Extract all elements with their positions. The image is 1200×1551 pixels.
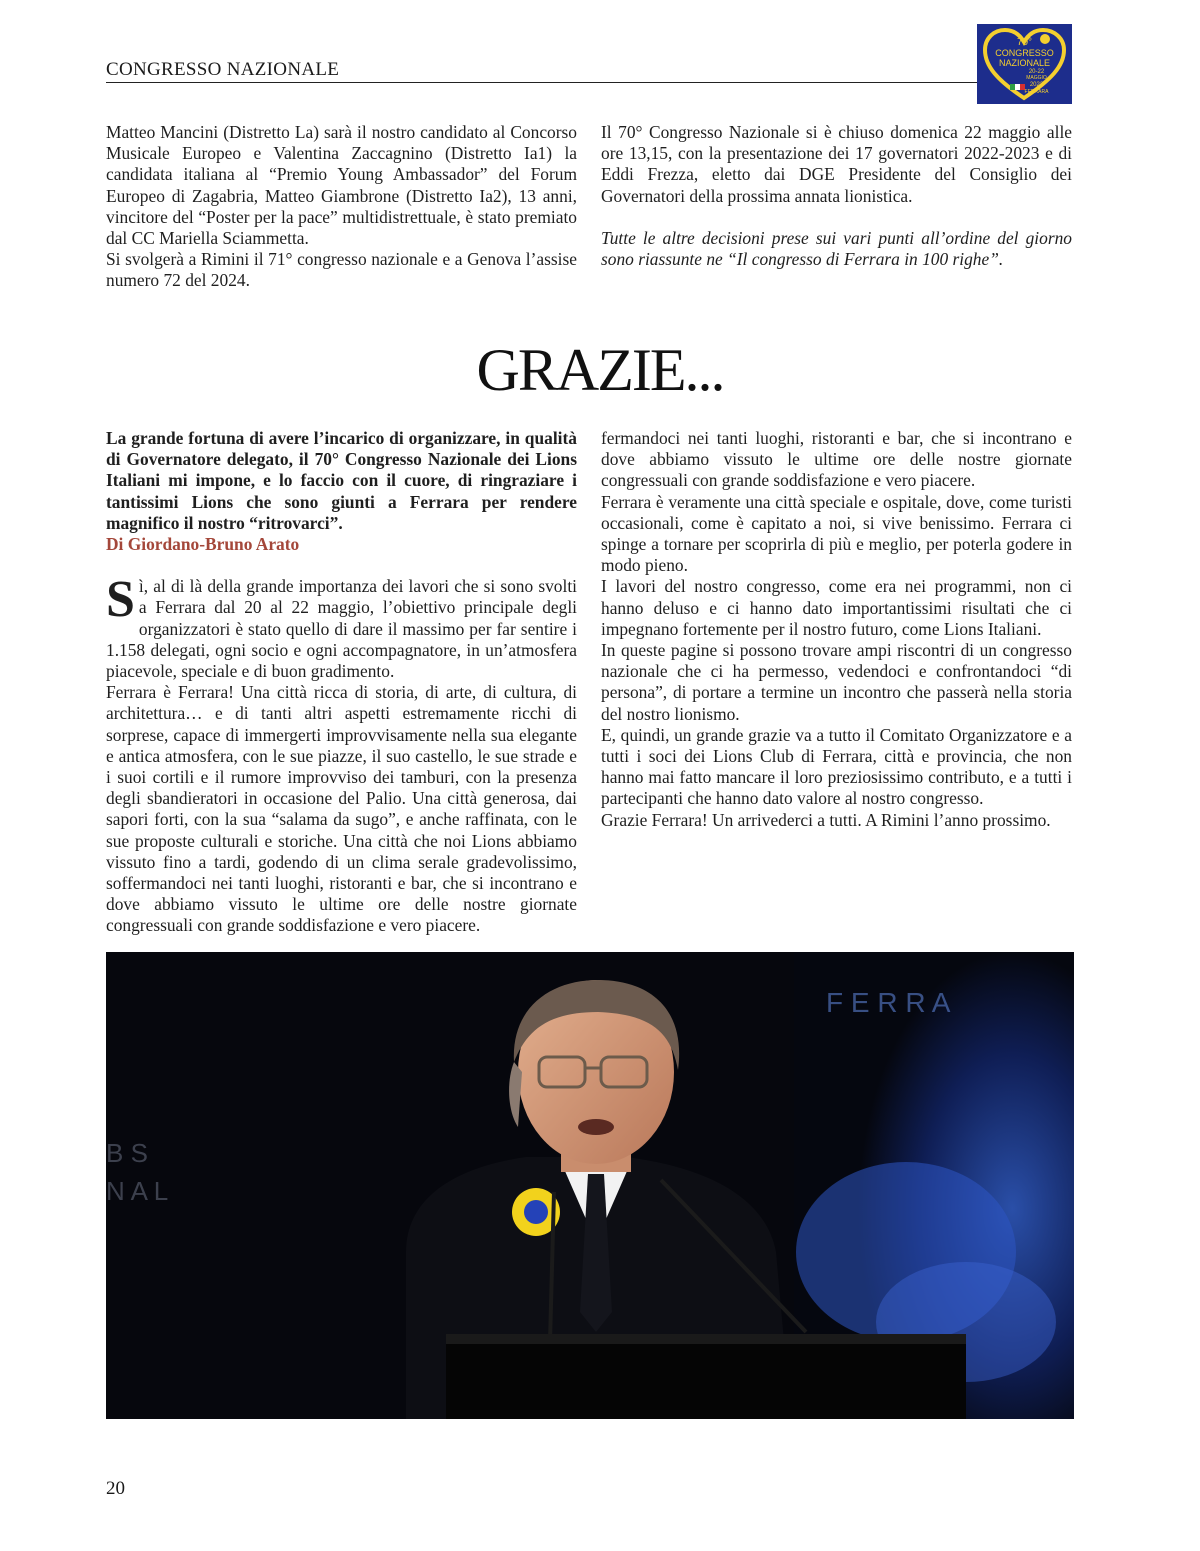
article-right-column — [601, 428, 1072, 831]
congress-logo — [977, 24, 1072, 104]
top-right-column — [601, 122, 1072, 270]
article-byline: Di Giordano-Bruno Arato — [106, 534, 300, 555]
logo-city: FERRARA — [1024, 89, 1049, 95]
stage-letters-left-2: N A L — [106, 1176, 169, 1206]
paragraph: Si svolgerà a Rimini il 71° congresso nazionale e a Genova l’assise numero 72 del 2024. — [106, 249, 577, 291]
header-divider — [106, 82, 978, 83]
paragraph: Sì, al di là della grande importanza dei lavori che si sono svolti a Ferrara dal 20 al 22 maggio, l’obiettivo principale degli organizzatori è stato quello di dare il massimo per far sentire i 1.158 delegati, ogni socio e ogni accompagnatore, in un’atmosfera piacevole, speciale e di buon gradimento. — [106, 571, 577, 682]
top-left-column — [106, 122, 577, 292]
dropcap: S — [106, 571, 135, 629]
paragraph: I lavori del nostro congresso, come era nei programmi, non ci hanno deluso e ci hanno dato importantissimi risultati che ci impegnano fortemente per il nostro futuro, come Lions Italiani. — [601, 576, 1072, 639]
article-lead: La grande fortuna di avere l’incarico di organizzare, in qualità di Governatore delegato, il 70° Congresso Nazionale dei Lions Italiani mi impone, e lo faccio con il cuore, di ringraziare i tantissimi Lions che sono giunti a Ferrara per rendere magnifico il nostro “ritrovarci”. — [106, 428, 577, 533]
logo-number: 70° — [1016, 37, 1033, 48]
paragraph: E, quindi, un grande grazie va a tutto il Comitato Organizzatore e a tutti i soci dei Lions Club di Ferrara, città e provincia, che non hanno mai fatto mancare il loro preziosissimo contributo, e a tutti i partecipanti che hanno dato valore al nostro congresso. — [601, 724, 1072, 809]
logo-year: 2022 — [1029, 82, 1044, 88]
stage-letters-right: F E R R A — [826, 987, 951, 1018]
paragraph: Grazie Ferrara! Un arrivederci a tutti. A Rimini l’anno prossimo. — [601, 809, 1051, 830]
logo-month: MAGGIO — [1026, 75, 1047, 81]
logo-dates: 20-22 — [1028, 69, 1045, 75]
italic-note: Tutte le altre decisioni prese sui vari punti all’ordine del giorno sono riassunte ne “Il congresso di Ferrara in 100 righe”. — [601, 227, 1072, 270]
paragraph: In queste pagine si possono trovare ampi riscontri di un congresso nazionale che ci ha permesso, vedendoci e confrontandoci “di persona”, di portare a termine un incontro che passerà nella storia del nostro lionismo. — [601, 640, 1072, 724]
paragraph: Ferrara è veramente una città speciale e ospitale, dove, come turisti occasionali, come è capitato a noi, si vive benissimo. Ferrara ci spinge a tornare per scoprirla di più e meglio, per poterla godere in modo pieno. — [601, 491, 1072, 576]
speaker-photo — [106, 952, 1074, 1419]
paragraph: Il 70° Congresso Nazionale si è chiuso domenica 22 maggio alle ore 13,15, con la presentazione dei 17 governatori 2022-2023 e di Eddi Frezza, eletto dai DGE Presidente del Consiglio dei Governatori della prossima annata lionistica. — [601, 122, 1072, 206]
speaker-illustration — [106, 952, 1074, 1419]
page-number: 20 — [106, 1478, 125, 1499]
article-title: GRAZIE... — [476, 337, 724, 403]
paragraph: fermandoci nei tanti luoghi, ristoranti e bar, che si incontrano e dove abbiamo vissuto le ultime ore delle nostre giornate congressuali con grande soddisfazione e vero piacere. — [601, 428, 1072, 491]
paragraph: Matteo Mancini (Distretto La) sarà il nostro candidato al Concorso Musicale Europeo e Valentina Zaccagnino (Distretto Ia1) la candidata italiana al “Premio Young Ambassador” del Forum Europeo di Zagabria, Matteo Giambrone (Distretto Ia2), 13 anni, vincitore del “Poster per la pace” multidistrettuale, è stato premiato dal CC Mariella Sciammetta. — [106, 122, 577, 249]
stage-letters-left-1: B S — [106, 1138, 148, 1168]
paragraph: Ferrara è Ferrara! Una città ricca di storia, di arte, di cultura, di architettura… e di tanti altri aspetti estremamente ricchi di sorprese, capace di immergerti improvvisamente nella sua elegante e antica atmosfera, con le sue piazze, il suo castello, le sue strade e i suoi cortili e il rumore improvviso dei tamburi, con la presenza degli sbandieratori in occasione del Palio. Una città generosa, dai sapori forti, con la sua “salama da sugo”, e anche raffinata, con le sue proposte culturali e storiche. Una città che noi Lions abbiamo vissuto fino a tardi, godendo di un clima serale gradevolissimo, soffermandoci nei tanti luoghi, ristoranti e bar, che si incontrano e dove abbiamo vissuto le ultime ore delle nostre giornate congressuali con grande soddisfazione e vero piacere. — [106, 682, 577, 936]
article-left-column — [106, 428, 577, 936]
logo-word-congresso: CONGRESSO — [995, 48, 1054, 58]
section-title: CONGRESSO NAZIONALE — [106, 59, 340, 80]
logo-word-nazionale: NAZIONALE — [998, 58, 1050, 68]
